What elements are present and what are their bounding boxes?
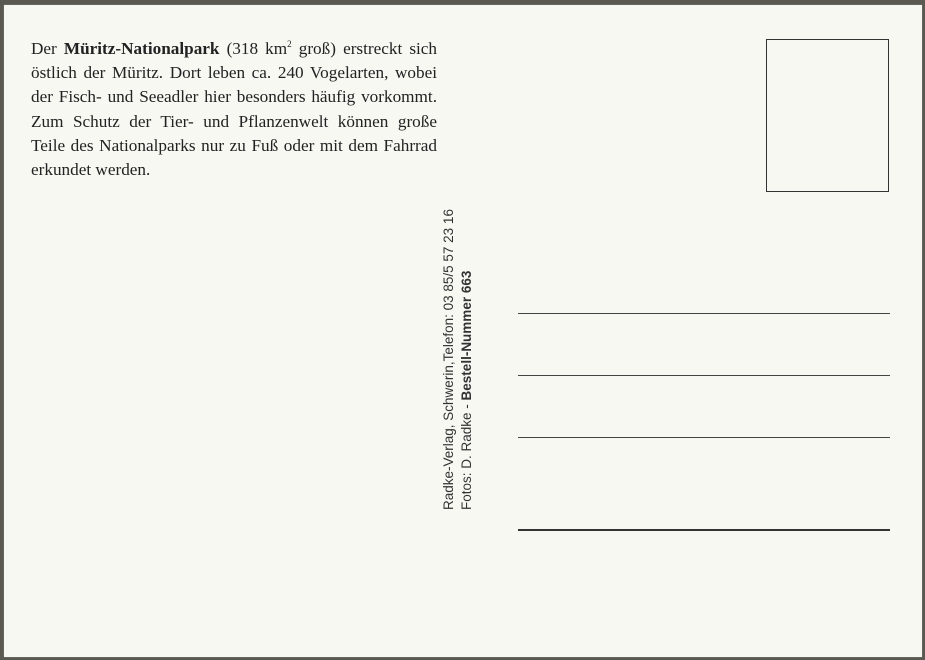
park-description (31, 37, 437, 182)
park-name: Müritz-Nationalpark (63, 39, 220, 58)
publisher-contact: Radke-Verlag, Schwerin,Telefon: 03 85/5 57 23 16 (441, 209, 456, 510)
description-prefix: Der (31, 39, 64, 58)
area-superscript: 2 (287, 39, 292, 49)
photo-credit-line (458, 150, 476, 510)
order-number: Bestell-Nummer 663 (459, 270, 474, 401)
address-line-3 (518, 437, 890, 438)
area-close: groß) (291, 39, 336, 58)
photo-credit: Fotos: D. Radke - (459, 400, 474, 510)
postcard-back (4, 5, 922, 657)
address-line-1 (518, 313, 890, 314)
address-line-2 (518, 375, 890, 376)
publisher-info (440, 150, 476, 510)
area-open: (318 km (219, 39, 288, 58)
address-line-4 (518, 529, 890, 531)
description-body: erstreckt sich östlich der Müritz. Dort leben ca. 240 Vogelarten, wobei der Fisch- und Seeadler hier besonders häufig vorkommt. Zum Schutz der Tier- und Pflanzenwelt können große Teile des Nationalparks nur zu Fuß oder mit dem Fahrrad erkundet werden. (31, 39, 438, 180)
stamp-box (766, 39, 889, 192)
